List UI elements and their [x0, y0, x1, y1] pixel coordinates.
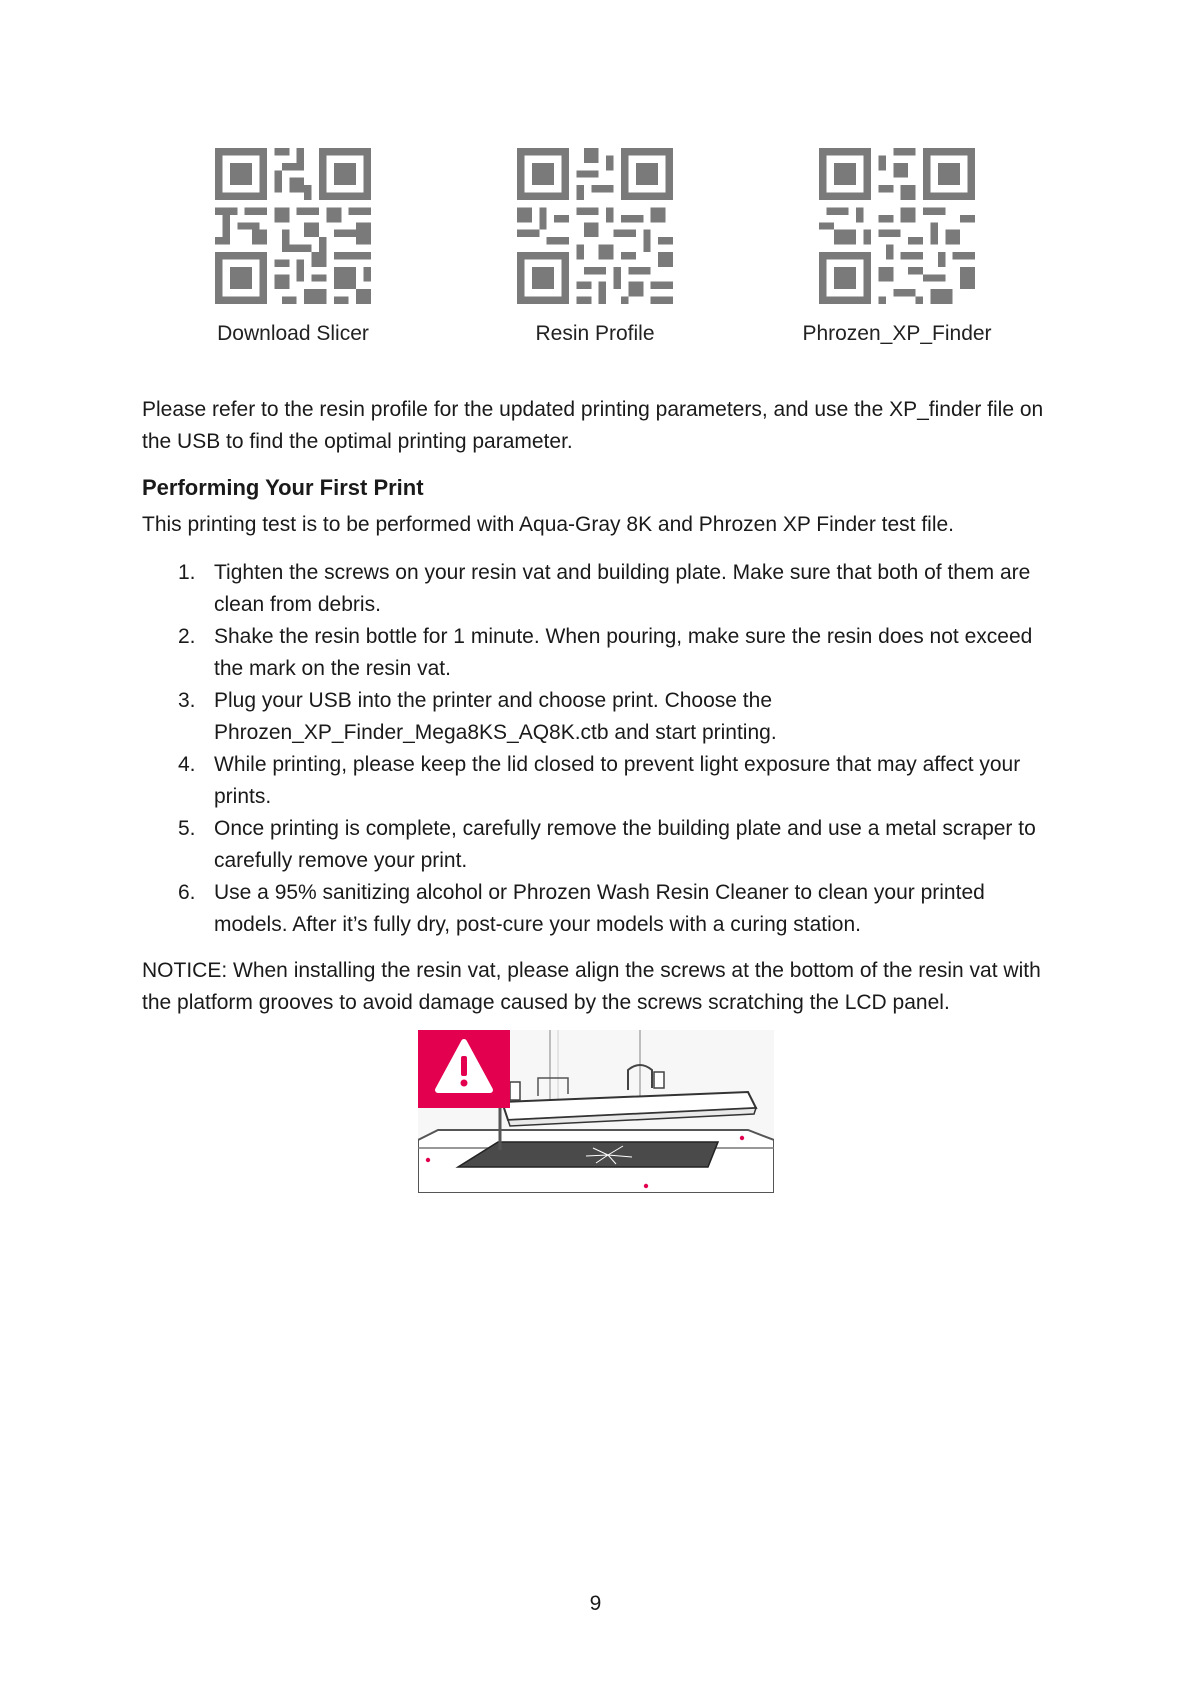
section-intro: This printing test is to be performed with Aqua-Gray 8K and Phrozen XP Finder test file. [142, 513, 955, 536]
page-number: 9 [589, 1592, 602, 1615]
qr-label: Download Slicer [217, 322, 369, 345]
qr-phrozen-xp-finder[interactable] [767, 148, 1027, 346]
qr-code-icon [819, 148, 975, 304]
list-item: 6. Use a 95% sanitizing alcohol or Phrozen Wash Resin Cleaner to clean your printed models. After it’s fully dry, post-cure your models with a curing station. [178, 881, 985, 936]
qr-label: Phrozen_XP_Finder [802, 322, 992, 345]
qr-resin-profile[interactable] [465, 148, 725, 346]
steps-list [142, 557, 1062, 941]
qr-download-slicer[interactable] [163, 148, 423, 346]
section-heading: Performing Your First Print [142, 475, 424, 500]
qr-code-icon [517, 148, 673, 304]
notice-paragraph: NOTICE: When installing the resin vat, please align the screws at the bottom of the resin vat with the platform grooves to avoid damage caused by the screws scratching the LCD panel. [142, 959, 1041, 1014]
qr-code-icon [215, 148, 371, 304]
intro-paragraph: Please refer to the resin profile for the updated printing parameters, and use the XP_finder file on the USB to find the optimal printing parameter. [142, 398, 1044, 453]
resin-vat-illustration [418, 1030, 774, 1193]
qr-code-row [0, 148, 1191, 358]
list-item: 2. Shake the resin bottle for 1 minute. When pouring, make sure the resin does not exceed the mark on the resin vat. [178, 625, 1033, 680]
list-item: 5. Once printing is complete, carefully remove the building plate and use a metal scraper to carefully remove your print. [178, 817, 1036, 872]
qr-label: Resin Profile [535, 322, 655, 345]
list-item: 1. Tighten the screws on your resin vat and building plate. Make sure that both of them are clean from debris. [178, 561, 1031, 616]
warning-icon [418, 1030, 510, 1108]
list-item: 4. While printing, please keep the lid closed to prevent light exposure that may affect your prints. [178, 753, 1021, 808]
list-item: 3. Plug your USB into the printer and choose print. Choose the Phrozen_XP_Finder_Mega8KS_AQ8K.ctb and start printing. [178, 689, 777, 744]
